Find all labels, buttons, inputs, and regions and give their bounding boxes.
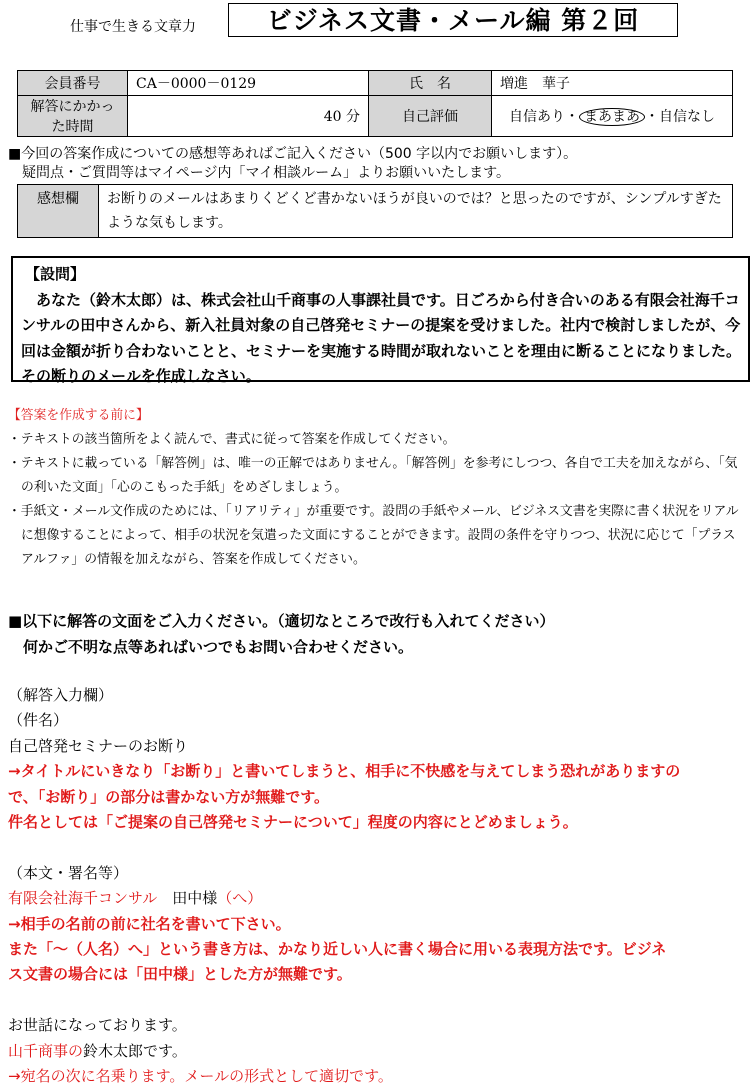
question-box: [11, 256, 750, 385]
answer-section: [8, 683, 753, 1089]
before-writing-title: 【答案を作成する前に】: [8, 408, 149, 423]
correction-comment: ス文書の場合には「田中様」とした方が無難です。: [8, 965, 352, 984]
sender-company: 山千商事の: [8, 1041, 84, 1060]
self-eval-option-selected: まあまあ: [579, 108, 645, 126]
subject-text: 自己啓発セミナーのお断り: [8, 736, 189, 755]
answer-instructions: [8, 608, 555, 660]
list-item: ・テキストに載っている「解答例」は、唯一の正解ではありません。「解答例」を参考にしつつ、各自で工夫を加えながら、「気の利いた文面」「心のこもった手紙」をめざしましょう。: [8, 456, 738, 495]
addressee-suffix: （へ）: [217, 889, 263, 908]
sender-name: 鈴木太郎です。: [83, 1041, 187, 1060]
name-label: 氏 名: [369, 71, 492, 96]
separator: ・: [645, 109, 659, 125]
greeting-line: お世話になっております。: [8, 1016, 187, 1035]
feedback-table: [17, 184, 733, 238]
question-heading: 【設問】: [25, 265, 86, 283]
self-eval-options: [492, 96, 733, 137]
info-table: [17, 70, 733, 137]
correction-comment: で、「お断り」の部分は書かない方が無難です。: [8, 787, 330, 806]
feedback-note-line: ■今回の答案作成についての感想等あればご記入ください（500 字以内でお願いします）。: [8, 146, 578, 162]
member-no-label: 会員番号: [18, 71, 128, 96]
addressee-line: [8, 886, 753, 911]
header-subtitle: 仕事で生きる文章力: [70, 19, 196, 35]
feedback-label: 感想欄: [18, 185, 99, 238]
member-no-value: CA－0000－0129: [128, 71, 369, 96]
time-value: 40 分: [128, 96, 369, 137]
correction-comment: →宛名の次に名乗ります。メールの形式として適切です。: [8, 1067, 393, 1086]
self-eval-label: 自己評価: [369, 96, 492, 137]
question-text: あなた（鈴木太郎）は、株式会社山千商事の人事課社員です。日ごろから付き合いのある有限会社海千コンサルの田中さんから、新入社員対象の自己啓発セミナーの提案を受けました。社内で検討しましたが、今回は金額が折り合わないことと、セミナーを実施する時間が取れないことを理由に断ることになりました。その断りのメールを作成しなさい。: [21, 290, 742, 385]
body-label: （本文・署名等）: [8, 863, 129, 882]
separator: ・: [565, 109, 579, 125]
correction-comment: また「～（人名）へ」という書き方は、かなり近しい人に書く場合に用いる表現方法です。ビジネ: [8, 940, 667, 959]
addressee-company: 有限会社海千コンサル: [8, 889, 158, 908]
correction-comment: →相手の名前の前に社名を書いて下さい。: [8, 914, 291, 933]
sender-line: [8, 1039, 753, 1064]
subject-label: （件名）: [8, 711, 69, 730]
feedback-text: お断りのメールはあまりくどくど書かないほうが良いのでは？と思ったのですが、シンプルすぎたような気もします。: [99, 185, 733, 238]
self-eval-option: 自信なし: [659, 109, 715, 125]
table-row: [18, 185, 733, 238]
addressee-name: 田中様: [157, 889, 218, 908]
before-writing-notes: [8, 404, 748, 572]
list-item: ・テキストの該当箇所をよく読んで、書式に従って答案を作成してください。: [8, 432, 456, 447]
table-row: [18, 71, 733, 96]
page-title: ビジネス文書・メール編 第２回: [228, 3, 678, 37]
self-eval-option: 自信あり: [509, 109, 565, 125]
list-item: ・手紙文・メール文作成のためには、「リアリティ」が重要です。設問の手紙やメール、ビジネス文書を実際に書く状況をリアルに想像することによって、相手の状況を気遣った文面にすることができます。設問の条件を守りつつ、状況に応じて「プラスアルファ」の情報を加えながら、答案を作成してください。: [8, 504, 739, 567]
answer-section-label: （解答入力欄）: [8, 686, 114, 704]
name-value: 増進 華子: [492, 71, 733, 96]
instruction-line: 何かご不明な点等あればいつでもお問い合わせください。: [8, 638, 414, 656]
instruction-line: ■以下に解答の文面をご入力ください。（適切なところで改行も入れてください）: [8, 612, 555, 630]
time-label: 解答にかかった時間: [18, 96, 128, 137]
feedback-note: [8, 145, 748, 183]
feedback-note-line: 疑問点・ご質問等はマイページ内「マイ相談ルーム」よりお願いいたします。: [8, 165, 511, 181]
correction-comment: 件名としては「ご提案の自己啓発セミナーについて」程度の内容にとどめましょう。: [8, 813, 578, 832]
table-row: [18, 96, 733, 137]
correction-comment: →タイトルにいきなり「お断り」と書いてしまうと、相手に不快感を与えてしまう恐れがありますの: [8, 762, 681, 781]
